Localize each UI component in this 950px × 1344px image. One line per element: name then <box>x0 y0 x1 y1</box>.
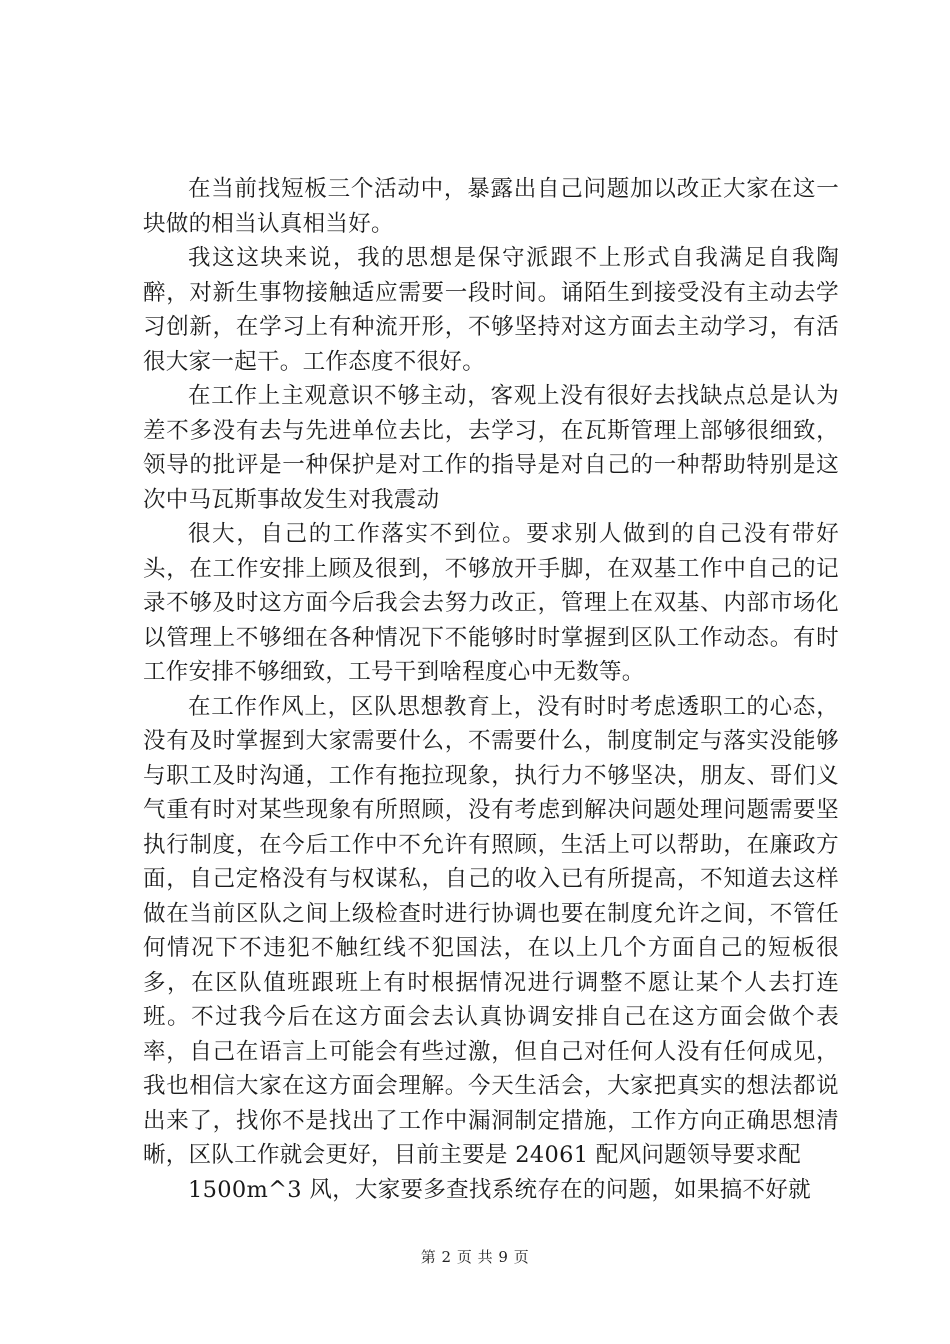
paragraph-6: 1500m^3 风，大家要多查找系统存在的问题，如果搞不好就 <box>188 1176 811 1203</box>
paragraph-1: 在当前找短板三个活动中，暴露出自己问题加以改正大家在这一块做的相当认真相当好。 <box>143 176 839 237</box>
paragraph-3: 在工作上主观意识不够主动，客观上没有很好去找缺点总是认为差不多没有去与先进单位去比，去学习，在瓦斯管理上部够很细致，领导的批评是一种保护是对工作的指导是对自己的一种帮助特别是这次中马瓦斯事故发生对我震动 <box>143 383 839 513</box>
paragraph-4: 很大，自己的工作落实不到位。要求别人做到的自己没有带好头，在工作安排上顾及很到，不够放开手脚，在双基工作中自己的记录不够及时这方面今后我会去努力改正，管理上在双基、内部市场化以管理上不够细在各种情况下不能够时时掌握到区队工作动态。有时工作安排不够细致，工号干到啥程度心中无数等。 <box>143 521 839 685</box>
paragraph-2: 我这这块来说，我的思想是保守派跟不上形式自我满足自我陶醉，对新生事物接触适应需要一段时间。诵陌生到接受没有主动去学习创新，在学习上有种流开形，不够坚持对这方面去主动学习，有活很大家一起干。工作态度不很好。 <box>143 245 839 375</box>
page-footer: 第 2 页 共 9 页 <box>420 1248 530 1266</box>
paragraph-5: 在工作作风上，区队思想教育上，没有时时考虑透职工的心态，没有及时掌握到大家需要什么，不需要什么，制度制定与落实没能够与职工及时沟通，工作有拖拉现象，执行力不够坚决，朋友、哥们义气重有时对某些现象有所照顾，没有考虑到解决问题处理问题需要坚执行制度，在今后工作中不允许有照顾，生活上可以帮助，在廉政方面，自己定格没有与权谋私，自己的收入已有所提高，不知道去这样做在当前区队之间上级检查时进行协调也要在制度允许之间，不管任何情况下不违犯不触红线不犯国法，在以上几个方面自己的短板很多，在区队值班跟班上有时根据情况进行调整不愿让某个人去打连班。不过我今后在这方面会去认真协调安排自己在这方面会做个表率，自己在语言上可能会有些过激，但自己对任何人没有任何成见，我也相信大家在这方面会理解。今天生活会，大家把真实的想法都说出来了，找你不是找出了工作中漏洞制定措施，工作方向正确思想清晰，区队工作就会更好，目前主要是 24061 配风问题领导要求配 <box>143 693 839 1168</box>
document-body <box>143 172 839 1207</box>
